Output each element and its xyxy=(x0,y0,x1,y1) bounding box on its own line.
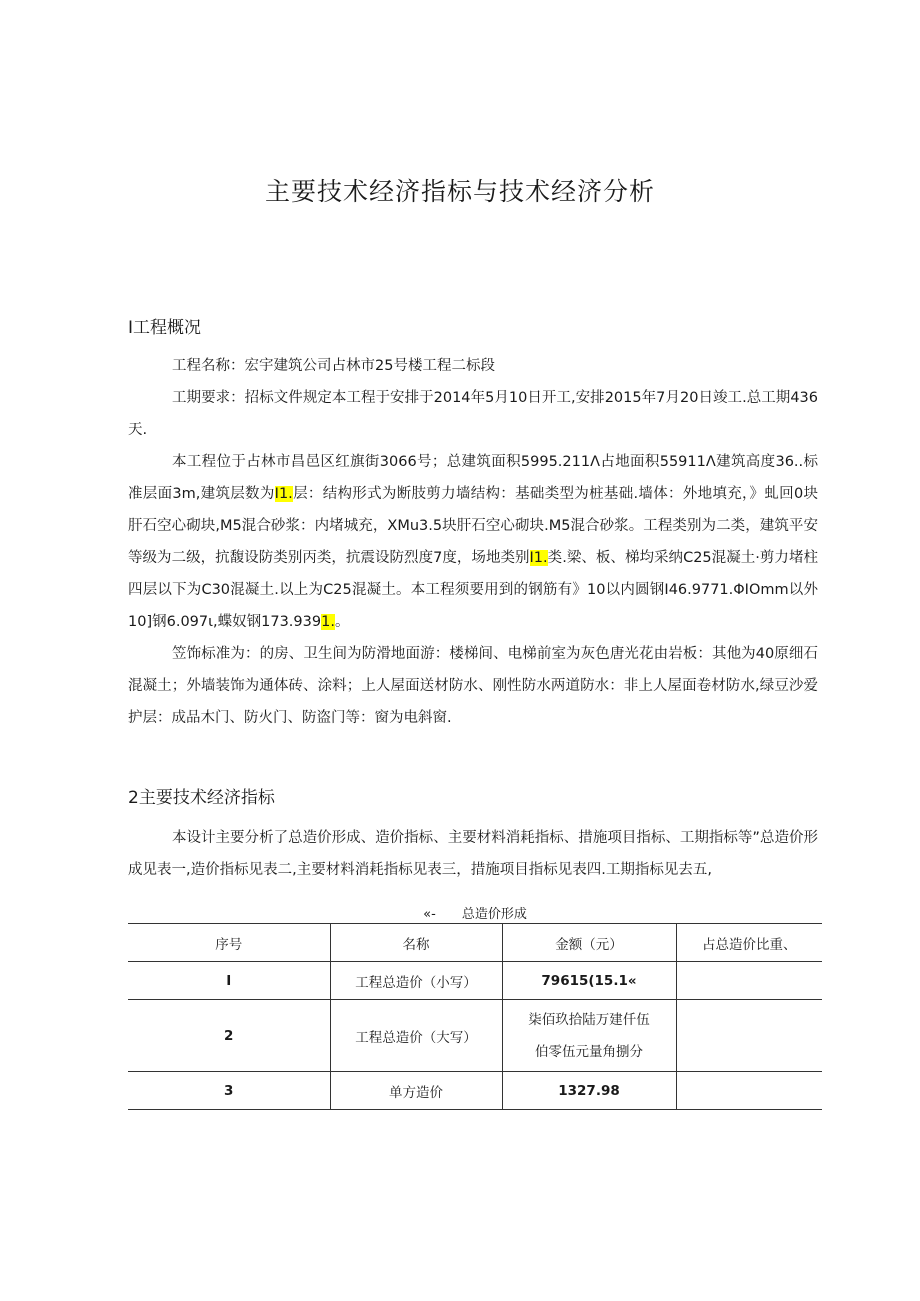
row-share xyxy=(676,1000,822,1072)
row-amount: 79615(15.1« xyxy=(502,962,676,1000)
indicators-paragraph: 本设计主要分析了总造价形成、造价指标、主要材料消耗指标、措施项目指标、工期指标等”总造价形成见表一,造价指标见表二,主要材料消耗指标见表三，措施项目指标见表四.工期指标见去五, xyxy=(128,830,818,878)
finish-standard-paragraph: 笠饰标准为：的房、卫生间为防滑地面游：楼梯间、电梯前室为灰色唐光花由岩板：其他为40原细石混凝土；外墙装饰为通体砖、涂料；上人屋面送材防水、刚性防水两道防水：非上人屋面卷材防水,绿豆沙爱护层：成品木门、防火门、防盗门等：窗为电斜窗. xyxy=(128,646,818,726)
row-share xyxy=(676,1072,822,1110)
row-name: 单方造价 xyxy=(330,1072,502,1110)
table-row xyxy=(128,1000,822,1072)
schedule-paragraph: 工期要求：招标文件规定本工程于安排于2014年5月10日开工,安排2015年7月20日竣工.总工期436天. xyxy=(128,390,818,438)
header-cell: 金额（元） xyxy=(502,924,676,962)
table-row xyxy=(128,962,822,1000)
table-header-row xyxy=(128,924,822,962)
project-name-paragraph: 工程名称：宏宇建筑公司占林市25号楼工程二标段 xyxy=(172,358,495,374)
row-name: 工程总造价（大写） xyxy=(330,1000,502,1072)
row-number: I xyxy=(128,962,330,1000)
header-cell: 占总造价比重、 xyxy=(676,924,822,962)
row-amount-line: 柒佰玖拾陆万建仟伍 xyxy=(528,1011,650,1028)
row-share xyxy=(676,962,822,1000)
section-overview xyxy=(128,316,818,340)
page-title: 主要技术经济指标与技术经济分析 xyxy=(264,177,655,206)
row-amount-line: 伯零伍元量角捌分 xyxy=(535,1043,643,1060)
row-number: 3 xyxy=(128,1072,330,1110)
section-heading-overview: I工程概况 xyxy=(128,318,202,338)
row-amount xyxy=(502,1000,676,1072)
row-amount: 1327.98 xyxy=(502,1072,676,1110)
highlight-mark: I1. xyxy=(274,486,293,502)
section-indicators xyxy=(128,786,818,810)
row-number: 2 xyxy=(128,1000,330,1072)
row-name: 工程总造价（小写） xyxy=(330,962,502,1000)
table-caption: «- 总造价形成 xyxy=(423,907,527,922)
highlight-mark: I1. xyxy=(529,550,548,566)
project-description-paragraph: 本工程位于占林市昌邑区红旗街3066号；总建筑面积5995.211Λ占地面积55911Λ建筑高度36..标准层面3m,建筑层数为I1.层：结构形式为断肢剪力墙结构：基础类型为桩基础.墙体：外地填充，》虬回0块肝石空心砌块,M5混合砂浆：内堵城充，XMu3.5块肝石空心砌块.M5混合砂浆。工程类别为二类，建筑平安等级为二级，抗馥设防类别丙类，抗震设防烈度7度，场地类别I1.类.梁、板、梯均采纳C25混凝土·剪力堵柱四层以下为C30混凝土.以上为C25混凝土。本工程须要用到的钢筋有》10以内圆钢I46.9771.ΦIOmm以外10]钢6.097ι,蝶奴钢173.9391.。 xyxy=(128,454,818,630)
total-cost-table xyxy=(128,923,822,1110)
indicators-body xyxy=(128,822,818,886)
highlight-mark: 1. xyxy=(321,614,335,630)
header-cell: 序号 xyxy=(128,924,330,962)
overview-body xyxy=(128,350,818,734)
table-row xyxy=(128,1072,822,1110)
section-heading-indicators: 2主要技术经济指标 xyxy=(128,788,275,808)
header-cell: 名称 xyxy=(330,924,502,962)
